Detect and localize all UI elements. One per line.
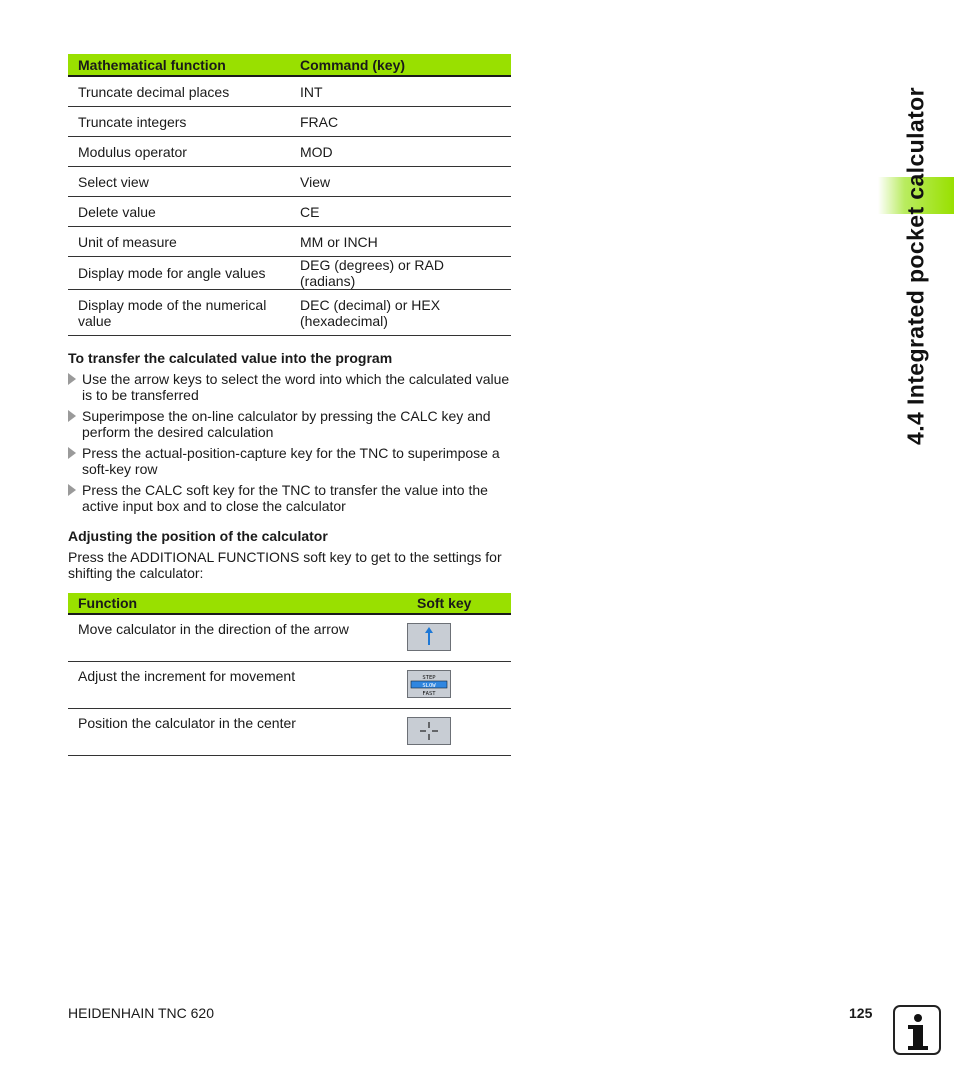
- adjust-paragraph: Press the ADDITIONAL FUNCTIONS soft key to get to the settings for shifting the calculator:: [68, 549, 502, 581]
- bullet-triangle-icon: [68, 410, 76, 422]
- center-crosshair-icon: [408, 718, 450, 744]
- footer-product: HEIDENHAIN TNC 620: [68, 1005, 215, 1021]
- list-item: Superimpose the on-line calculator by pressing the CALC key and perform the desired calculation: [68, 408, 514, 440]
- header-math-function: Mathematical function: [68, 54, 290, 76]
- softkey-cell: [407, 708, 511, 755]
- slow-label: SLOW: [422, 682, 436, 689]
- command-cell: View: [290, 167, 511, 197]
- bullet-triangle-icon: [68, 447, 76, 459]
- command-cell: DEG (degrees) or RAD (radians): [290, 257, 511, 290]
- function-cell: Delete value: [68, 197, 290, 227]
- header-function: Function: [68, 593, 407, 614]
- function-cell: Display mode of the numerical value: [68, 290, 290, 336]
- function-cell: Display mode for angle values: [68, 257, 290, 290]
- softkey-cell: [407, 614, 511, 661]
- command-cell: MOD: [290, 137, 511, 167]
- header-command-key: Command (key): [290, 54, 511, 76]
- transfer-steps-list: [68, 371, 514, 519]
- table-row: [68, 76, 511, 107]
- table-row: [68, 107, 511, 137]
- softkey-cell: [407, 661, 511, 708]
- header-soft-key: Soft key: [407, 593, 511, 614]
- table-row: [68, 197, 511, 227]
- table-row: [68, 227, 511, 257]
- table-row: [68, 708, 511, 755]
- function-cell: Adjust the increment for movement: [68, 661, 407, 708]
- command-cell: MM or INCH: [290, 227, 511, 257]
- bullet-triangle-icon: [68, 373, 76, 385]
- adjust-heading: Adjusting the position of the calculator: [68, 528, 328, 544]
- transfer-heading: To transfer the calculated value into the program: [68, 350, 393, 366]
- command-cell: FRAC: [290, 107, 511, 137]
- table-row: [68, 661, 511, 708]
- calculator-position-table: [68, 593, 511, 756]
- step-label: STEP: [422, 674, 436, 681]
- fast-label: FAST: [422, 690, 436, 697]
- function-cell: Move calculator in the direction of the arrow: [68, 614, 407, 661]
- bullet-triangle-icon: [68, 484, 76, 496]
- command-cell: INT: [290, 76, 511, 107]
- list-item: Press the actual-position-capture key for the TNC to superimpose a soft-key row: [68, 445, 514, 477]
- function-cell: Unit of measure: [68, 227, 290, 257]
- function-cell: Truncate decimal places: [68, 76, 290, 107]
- list-item: Use the arrow keys to select the word into which the calculated value is to be transferred: [68, 371, 514, 403]
- table-row: [68, 614, 511, 661]
- table-row: [68, 167, 511, 197]
- command-cell: DEC (decimal) or HEX (hexadecimal): [290, 290, 511, 336]
- function-cell: Select view: [68, 167, 290, 197]
- command-cell: CE: [290, 197, 511, 227]
- function-cell: Truncate integers: [68, 107, 290, 137]
- move-arrow-softkey[interactable]: [407, 623, 451, 651]
- step-increment-softkey[interactable]: [407, 670, 451, 698]
- function-cell: Modulus operator: [68, 137, 290, 167]
- list-item: Press the CALC soft key for the TNC to transfer the value into the active input box and to close the calculator: [68, 482, 514, 514]
- info-icon: [893, 1005, 941, 1055]
- math-functions-table: [68, 54, 511, 336]
- table-row: [68, 290, 511, 336]
- arrow-up-icon: [408, 624, 450, 650]
- function-cell: Position the calculator in the center: [68, 708, 407, 755]
- step-slow-fast-icon: [408, 671, 450, 697]
- table-row: [68, 137, 511, 167]
- table-header-row: [68, 54, 511, 76]
- table-header-row: [68, 593, 511, 614]
- table-row: [68, 257, 511, 290]
- center-calculator-softkey[interactable]: [407, 717, 451, 745]
- page-number: 125: [849, 1005, 873, 1021]
